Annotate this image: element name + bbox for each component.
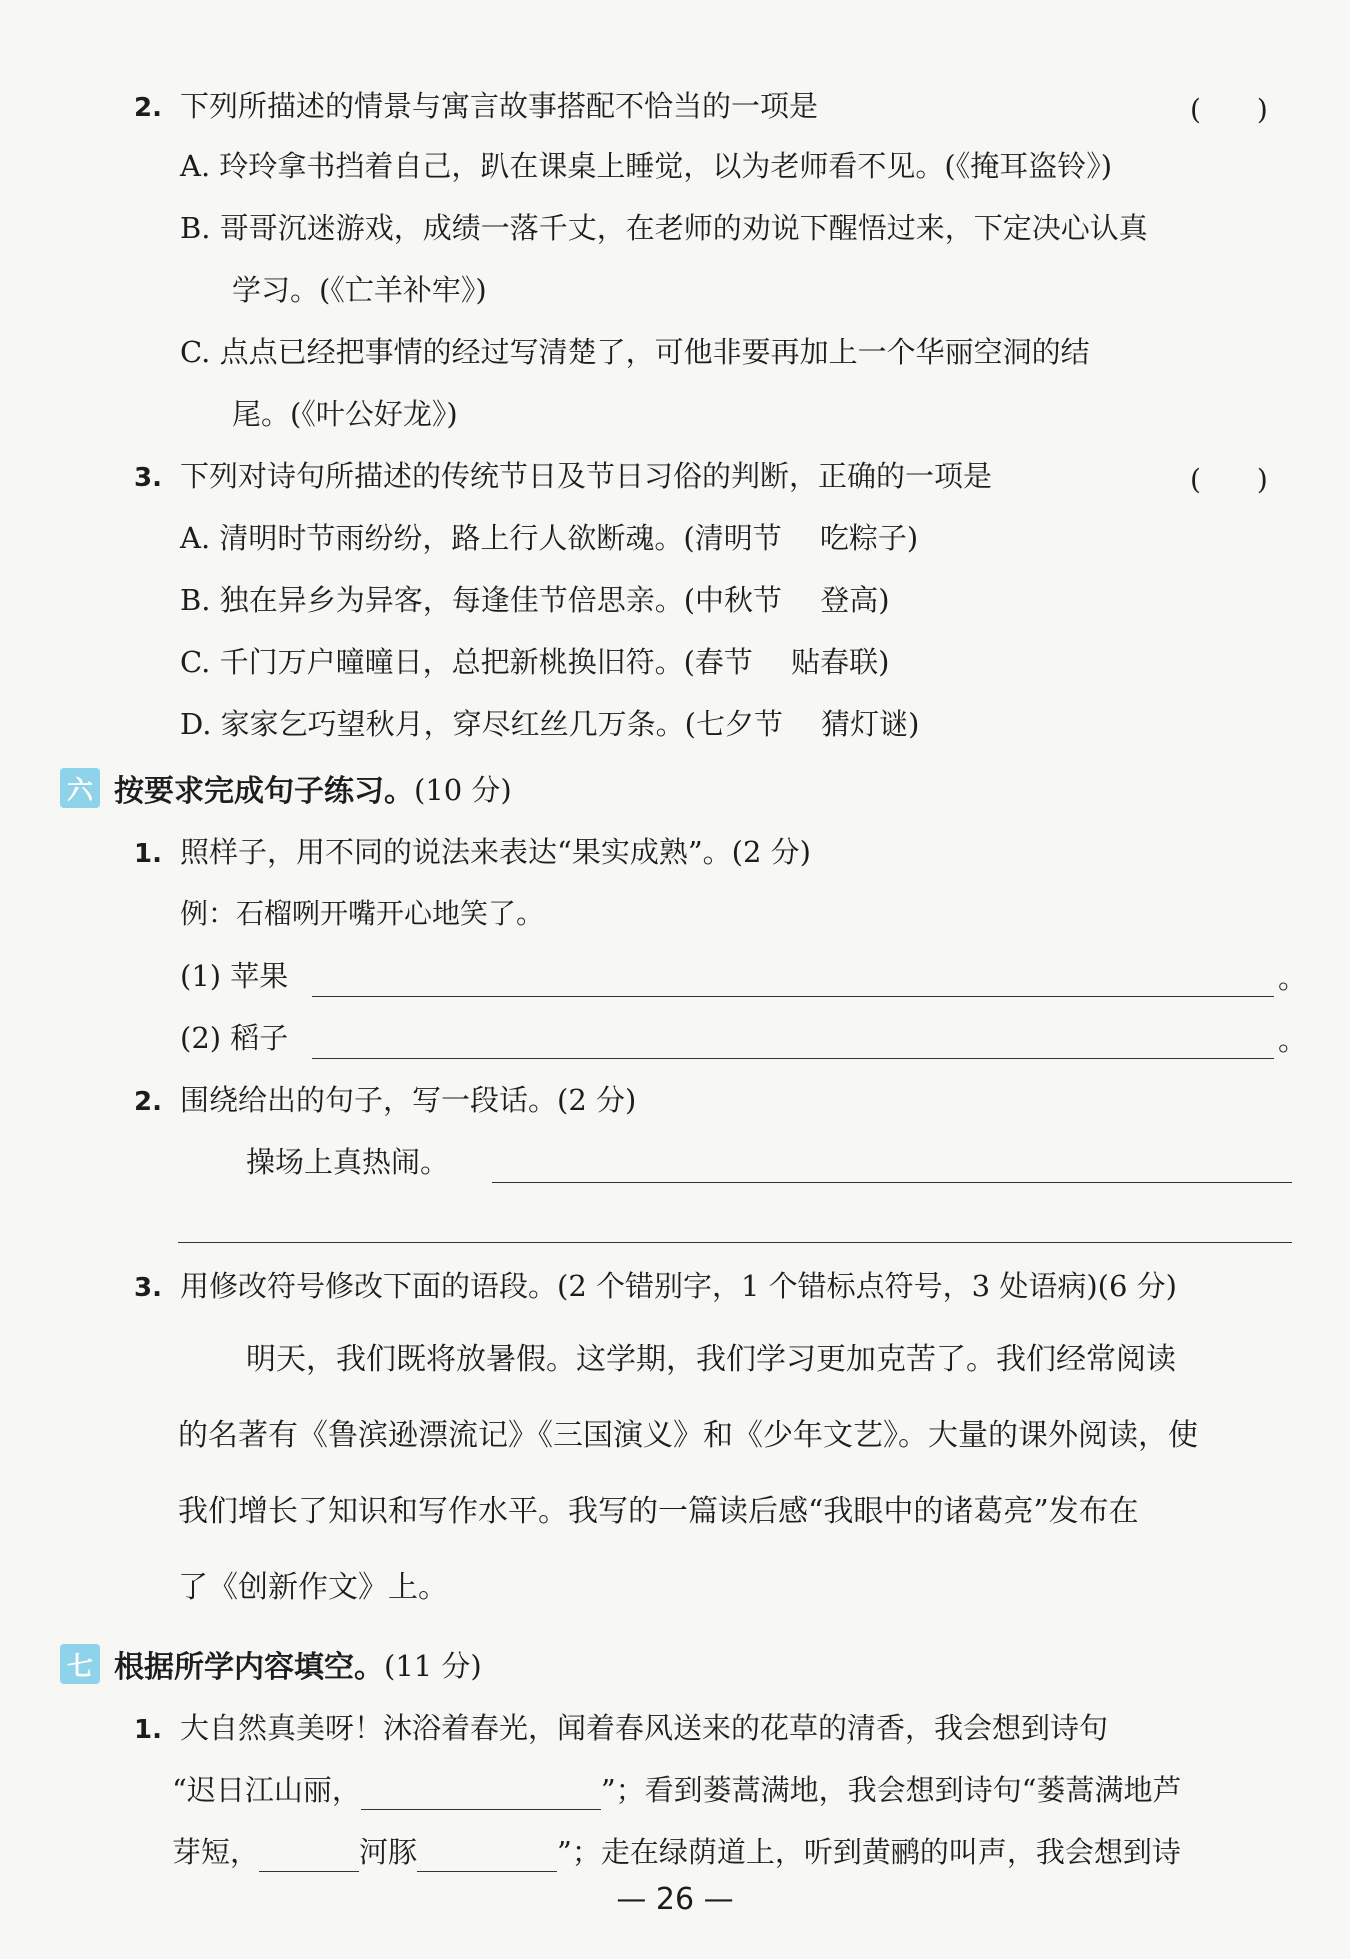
question-stem: 围绕给出的句子，写一段话。(2 分) [180,1083,637,1117]
given-sentence: 操场上真热闹。 [246,1145,450,1179]
s7-q1-line1 [134,1708,1108,1750]
section-badge: 六 [60,768,100,808]
s6-q1-stem [134,832,811,874]
period-mark: 。 [1278,961,1308,995]
question-text: ”；走在绿荫道上，听到黄鹂的叫声，我会想到诗 [557,1835,1181,1869]
question-stem: 下列所描述的情景与寓言故事搭配不恰当的一项是 [180,89,819,123]
option-c-cont: 尾。(《叶公好龙》) [232,397,458,431]
section-title: 根据所学内容填空。 [114,1650,384,1685]
passage-line-1: 明天，我们既将放暑假。这学期，我们学习更加克苦了。我们经常阅读 [246,1342,1176,1377]
question-number: 2. [134,1087,162,1117]
question-text: “迟日江山丽， [172,1773,361,1807]
section-score: (10 分) [414,772,512,807]
question-stem: 用修改符号修改下面的语段。(2 个错别字，1 个错标点符号，3 处语病)(6 分) [180,1269,1177,1303]
page-number: — 26 — [616,1882,734,1917]
question-number: 2. [134,93,162,123]
option-a: A. 玲玲拿书挡着自己，趴在课桌上睡觉，以为老师看不见。(《掩耳盗铃》) [180,149,1113,183]
s6-q2-stem [134,1080,636,1122]
option-b-cont: 学习。(《亡羊补牢》) [232,273,487,307]
option-b: B. 独在异乡为异客，每逢佳节倍思亲。(中秋节 登高) [180,583,890,617]
s6-q3-stem [134,1266,1177,1308]
item-apple: (1) 苹果 [180,959,289,993]
section-badge: 七 [60,1644,100,1684]
fill-blank[interactable] [361,1775,601,1810]
answer-parentheses: ( ) [1190,463,1268,496]
option-b: B. 哥哥沉迷游戏，成绩一落千丈，在老师的劝说下醒悟过来，下定决心认真 [180,211,1148,245]
writing-blank-2[interactable] [178,1242,1292,1243]
fill-blank[interactable] [417,1837,557,1872]
passage-line-2: 的名著有《鲁滨逊漂流记》《三国演义》和《少年文艺》。大量的课外阅读，使 [178,1418,1198,1453]
writing-blank-1[interactable] [492,1182,1292,1183]
question-number: 1. [134,839,162,869]
option-a: A. 清明时节雨纷纷，路上行人欲断魂。(清明节 吃粽子) [180,521,919,555]
answer-blank-apple[interactable] [312,996,1274,997]
question-text: 大自然真美呀！沐浴着春光，闻着春风送来的花草的清香，我会想到诗句 [180,1711,1109,1745]
answer-parentheses: ( ) [1190,93,1268,126]
question-text: 河豚 [359,1835,418,1869]
section-title: 按要求完成句子练习。 [114,774,414,809]
option-d: D. 家家乞巧望秋月，穿尽红丝几万条。(七夕节 猜灯谜) [180,707,920,741]
section-seven-header [60,1642,482,1686]
s7-q1-line3 [172,1832,1181,1872]
question-number: 1. [134,1715,162,1745]
question-number: 3. [134,1273,162,1303]
passage-line-3: 我们增长了知识和写作水平。我写的一篇读后感“我眼中的诸葛亮”发布在 [178,1494,1139,1529]
q2-stem-line [134,86,818,128]
section-six-header [60,766,512,810]
period-mark: 。 [1278,1023,1308,1057]
question-stem: 照样子，用不同的说法来表达“果实成熟”。(2 分) [180,835,811,869]
passage-line-4: 了《创新作文》上。 [178,1570,448,1605]
answer-blank-rice[interactable] [312,1058,1274,1059]
fill-blank[interactable] [259,1837,359,1872]
option-c: C. 千门万户曈曈日，总把新桃换旧符。(春节 贴春联) [180,645,890,679]
item-rice: (2) 稻子 [180,1021,289,1055]
s7-q1-line2 [172,1770,1181,1810]
question-text: 芽短， [172,1835,260,1869]
question-number: 3. [134,463,162,493]
example-sentence: 例：石榴咧开嘴开心地笑了。 [180,897,545,930]
question-text: ”；看到蒌蒿满地，我会想到诗句“蒌蒿满地芦 [600,1773,1182,1807]
option-c: C. 点点已经把事情的经过写清楚了，可他非要再加上一个华丽空洞的结 [180,335,1090,369]
question-stem: 下列对诗句所描述的传统节日及节日习俗的判断，正确的一项是 [180,459,993,493]
section-score: (11 分) [384,1648,482,1683]
q3-stem-line [134,456,992,498]
